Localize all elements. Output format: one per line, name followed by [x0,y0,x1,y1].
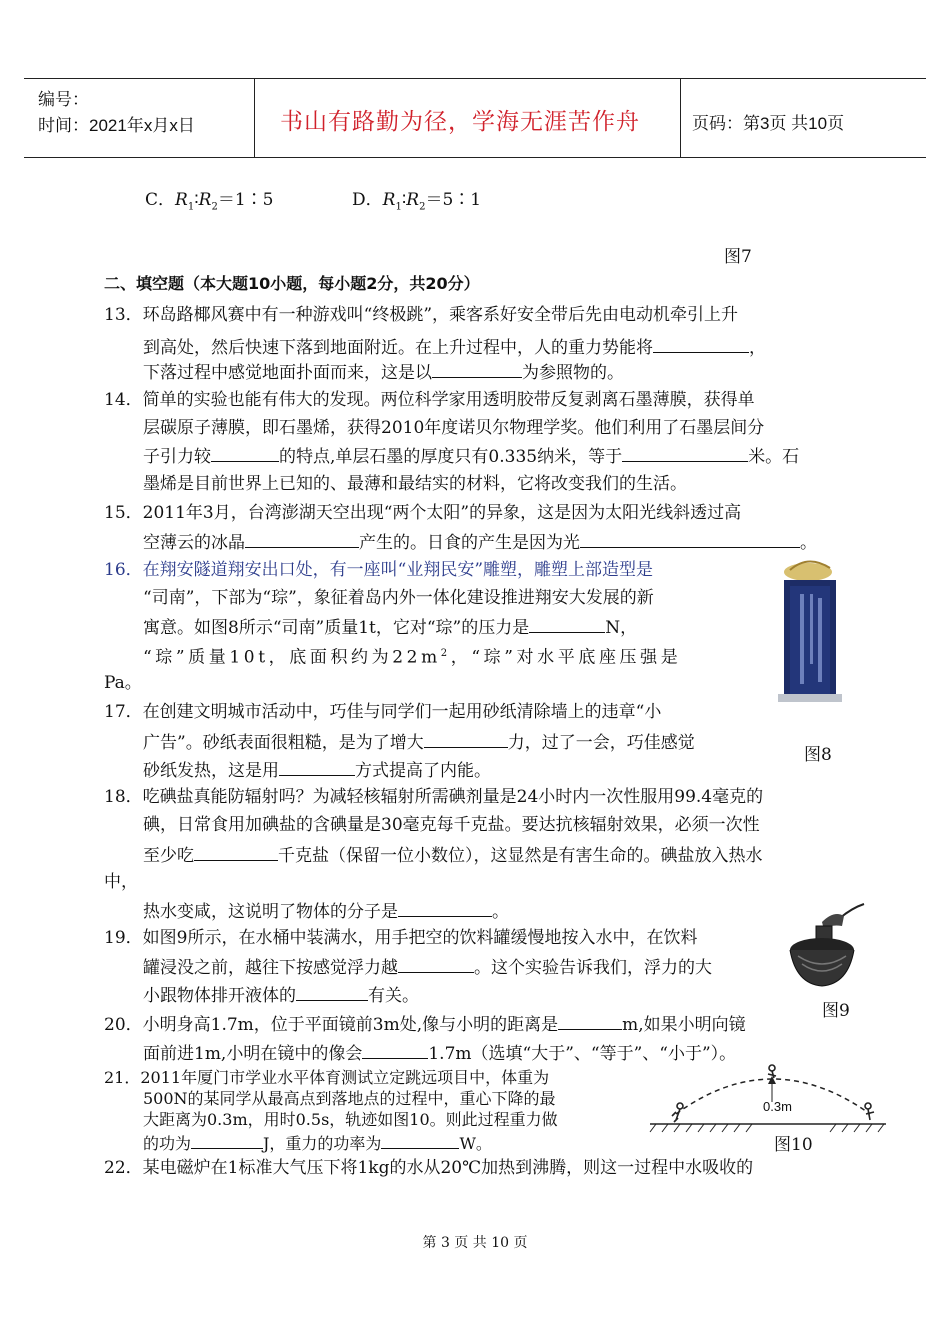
choice-d: D．$R_1∶R_2=5∶1$ [352,190,482,213]
answer-blank[interactable] [432,361,522,378]
choice-c-prefix: C． [145,190,176,210]
answer-blank[interactable] [580,531,800,548]
answer-blank[interactable] [529,616,605,633]
answer-blank[interactable] [424,731,508,748]
answer-blank[interactable] [194,844,278,861]
motto: 书山有路勤为径，学海无涯苦作舟 [280,109,640,135]
choice-d-prefix: D． [352,190,383,210]
answer-blank[interactable] [622,445,748,462]
q13-line1: 13．环岛路椰风赛中有一种游戏叫“终极跳”，乘客系好安全带后先由电动机牵引上升 [104,305,739,325]
q19-line3: 小跟物体排开液体的 有关。 [143,986,419,1006]
q18-line4: 中， [104,872,138,892]
answer-blank[interactable] [296,984,368,1001]
q14-line4: 墨烯是目前世界上已知的、最薄和最结实的材料，它将改变我们的生活。 [143,474,687,494]
choice-c-ratio: ＝1∶5 [217,190,274,210]
time-label: 时间：2021年x月x日 [38,116,195,135]
answer-blank[interactable] [211,445,279,462]
q18-line2: 碘，日常食用加碘盐的含碘量是30毫克每千克盐。要达抗核辐射效果，必须一次性 [143,815,760,835]
answer-blank[interactable] [381,1132,459,1149]
code-label: 编号： [38,90,89,109]
q16-line4: “琮”质量10t，底面积约为$22m^2$，“琮”对水平底座压强是 [143,647,682,668]
q16-line3: 寓意。如图8所示“司南”质量1t，它对“琮”的压力是 N， [143,618,638,638]
answer-blank[interactable] [558,1013,622,1030]
q14-line3: 子引力较 的特点,单层石墨的厚度只有0.335纳米，等于 米。石 [143,447,800,467]
header-divider [680,79,681,157]
q16-line2: “司南”，下部为“琮”，象征着岛内外一体化建设推进翔安大发展的新 [143,588,654,608]
fig8-caption: 图8 [804,745,832,765]
fig8-sculpture-image [770,552,850,704]
fig10-caption: 图10 [774,1135,813,1155]
q20-line1: 20．小明身高1.7m，位于平面镜前3m处,像与小明的距离是 m,如果小明向镜 [104,1015,746,1035]
q19-line2: 罐浸没之前，越往下按感觉浮力越 。这个实验告诉我们，浮力的大 [143,958,712,978]
answer-blank[interactable] [398,956,474,973]
q14-line2: 层碳原子薄膜，即石墨烯，获得2010年度诺贝尔物理学奖。他们利用了石墨层间分 [143,418,765,438]
page-info: 页码：第3页 共10页 [692,114,845,133]
q13-line3: 下落过程中感觉地面扑面而来，这是以 为参照物的。 [143,363,624,383]
q18-line5: 热水变咸，这说明了物体的分子是 。 [143,902,509,922]
q18-line3: 至少吃 千克盐（保留一位小数位），这显然是有害生命的。碘盐放入热水 [143,846,763,866]
page-footer: 第 3 页 共 10 页 [422,1235,528,1251]
choice-d-ratio: ＝5∶1 [425,190,482,210]
answer-blank[interactable] [191,1132,263,1149]
answer-blank[interactable] [279,759,355,776]
q15-line2: 空薄云的冰晶 产生的。日食的产生是因为光 。 [143,533,817,553]
q21-line4: 的功为 J，重力的功率为 W。 [143,1134,492,1153]
page-header [24,78,926,158]
q21-line2: 500N的某同学从最高点到落地点的过程中，重心下降的最 [143,1089,556,1108]
q15-line1: 15．2011年3月，台湾澎湖天空出现“两个太阳”的异象，这是因为太阳光线斜透过高 [104,503,742,523]
answer-blank[interactable] [653,336,749,353]
q17-line1: 17．在创建文明城市活动中，巧佳与同学们一起用砂纸清除墙上的违章“小 [104,702,662,722]
q17-line2: 广告”。砂纸表面很粗糙，是为了增大 力，过了一会，巧佳感觉 [143,733,695,753]
q19-line1: 19．如图9所示，在水桶中装满水，用手把空的饮料罐缓慢地按入水中，在饮料 [104,928,698,948]
q17-line3: 砂纸发热，这是用 方式提高了内能。 [143,761,491,781]
q20-line2: 面前进1m,小明在镜中的像会 1.7m（选填“大于”、“等于”、“小于”）。 [143,1044,737,1064]
q22-line1: 22．某电磁炉在1标准大气压下将1kg的水从20℃加热到沸腾，则这一过程中水吸收的 [104,1158,754,1178]
fig9-bucket-image [786,900,866,992]
q14-line1: 14．简单的实验也能有伟大的发现。两位科学家用透明胶带反复剥离石墨薄膜，获得单 [104,390,755,410]
fig9-caption: 图9 [822,1001,850,1021]
q18-line1: 18．吃碘盐真能防辐射吗？为减轻核辐射所需碘剂量是24小时内一次性服用99.4毫克的 [104,787,764,807]
q21-line1: 21．2011年厦门市学业水平体育测试立定跳远项目中，体重为 [104,1068,550,1087]
fig7-caption: 图7 [724,247,752,267]
q21-line3: 大距离为0.3m，用时0.5s，轨迹如图10。则此过程重力做 [143,1110,558,1129]
q13-line2: 到高处，然后快速下落到地面附近。在上升过程中，人的重力势能将 ， [143,338,766,358]
fig10-height-label: 0.3m [763,1099,792,1114]
header-divider [254,79,255,157]
q16-line5: Pa。 [104,673,142,693]
answer-blank[interactable] [398,900,492,917]
answer-blank[interactable] [245,531,359,548]
answer-blank[interactable] [362,1042,428,1059]
section-title: 二、填空题（本大题10小题，每小题2分，共20分） [104,274,480,293]
q16-line1: 16．在翔安隧道翔安出口处，有一座叫“业翔民安”雕塑，雕塑上部造型是 [104,560,654,580]
choice-c: C．$R_1∶R_2=1∶5$ [145,190,274,213]
